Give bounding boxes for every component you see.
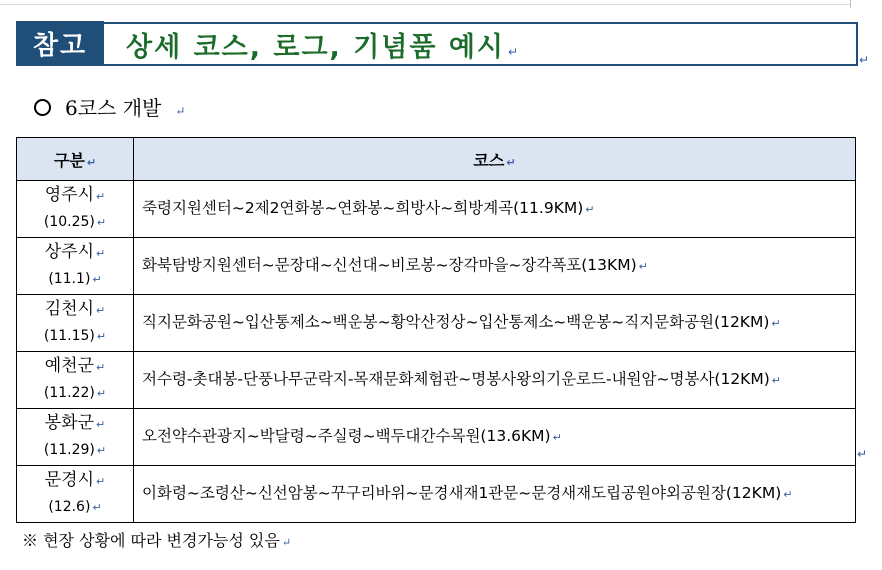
- paragraph-mark-icon: ↵: [857, 447, 868, 461]
- paragraph-mark-icon: ↵: [175, 104, 186, 118]
- table-row: [17, 466, 856, 523]
- course-cell: 직지문화공원~입산통제소~백운봉~황악산정상~입산통제소~백운봉~직지문화공원(12KM) ↵: [134, 295, 856, 352]
- course-cell: 저수령-촛대봉-단풍나무군락지-목재문화체험관~명봉사왕의기운로드-내원암~명봉사(12KM) ↵: [134, 352, 856, 409]
- title-box: [16, 22, 858, 66]
- region-cell: 상주시 ↵ (11.1) ↵: [17, 238, 134, 295]
- title-text: 상세 코스, 로그, 기념품 예시: [126, 31, 506, 63]
- table-row: [17, 181, 856, 238]
- table-header-row: [17, 138, 856, 181]
- region-cell: 봉화군 ↵ (11.29) ↵: [17, 409, 134, 466]
- footnote: [22, 528, 291, 551]
- footnote-text: ※ 현장 상황에 따라 변경가능성 있음: [22, 531, 280, 550]
- document-title: [126, 25, 520, 64]
- region-cell: 김천시 ↵ (11.15) ↵: [17, 295, 134, 352]
- column-header-category: 구분 ↵: [17, 138, 134, 181]
- reference-label: 참고: [16, 21, 104, 65]
- paragraph-mark-icon: ↵: [859, 53, 870, 67]
- course-cell: 오전약수관광지~박달령~주실령~백두대간수목원(13.6KM) ↵: [134, 409, 856, 466]
- course-cell: 이화령~조령산~신선암봉~꾸구리바위~문경새재1관문~문경새재도립공원야외공원장(12KM) ↵: [134, 466, 856, 523]
- region-cell: 문경시 ↵ (12.6) ↵: [17, 466, 134, 523]
- column-header-course: 코스 ↵: [134, 138, 856, 181]
- table-row: [17, 295, 856, 352]
- course-table: [16, 137, 856, 523]
- course-cell: 죽령지원센터~2제2연화봉~연화봉~희방사~희방계곡(11.9KM) ↵: [134, 181, 856, 238]
- section-heading: [34, 92, 185, 121]
- region-cell: 예천군 ↵ (11.22) ↵: [17, 352, 134, 409]
- table-row: [17, 238, 856, 295]
- table-row: [17, 352, 856, 409]
- page-top-rule: [0, 4, 850, 5]
- section-heading-text: 6코스 개발: [65, 96, 162, 120]
- circle-bullet-icon: [34, 99, 51, 116]
- table-row: [17, 409, 856, 466]
- margin-marker: [850, 0, 851, 8]
- paragraph-mark-icon: ↵: [508, 44, 521, 59]
- course-cell: 화북탐방지원센터~문장대~신선대~비로봉~장각마을~장각폭포(13KM) ↵: [134, 238, 856, 295]
- region-cell: 영주시 ↵ (10.25) ↵: [17, 181, 134, 238]
- paragraph-mark-icon: ↵: [281, 536, 292, 549]
